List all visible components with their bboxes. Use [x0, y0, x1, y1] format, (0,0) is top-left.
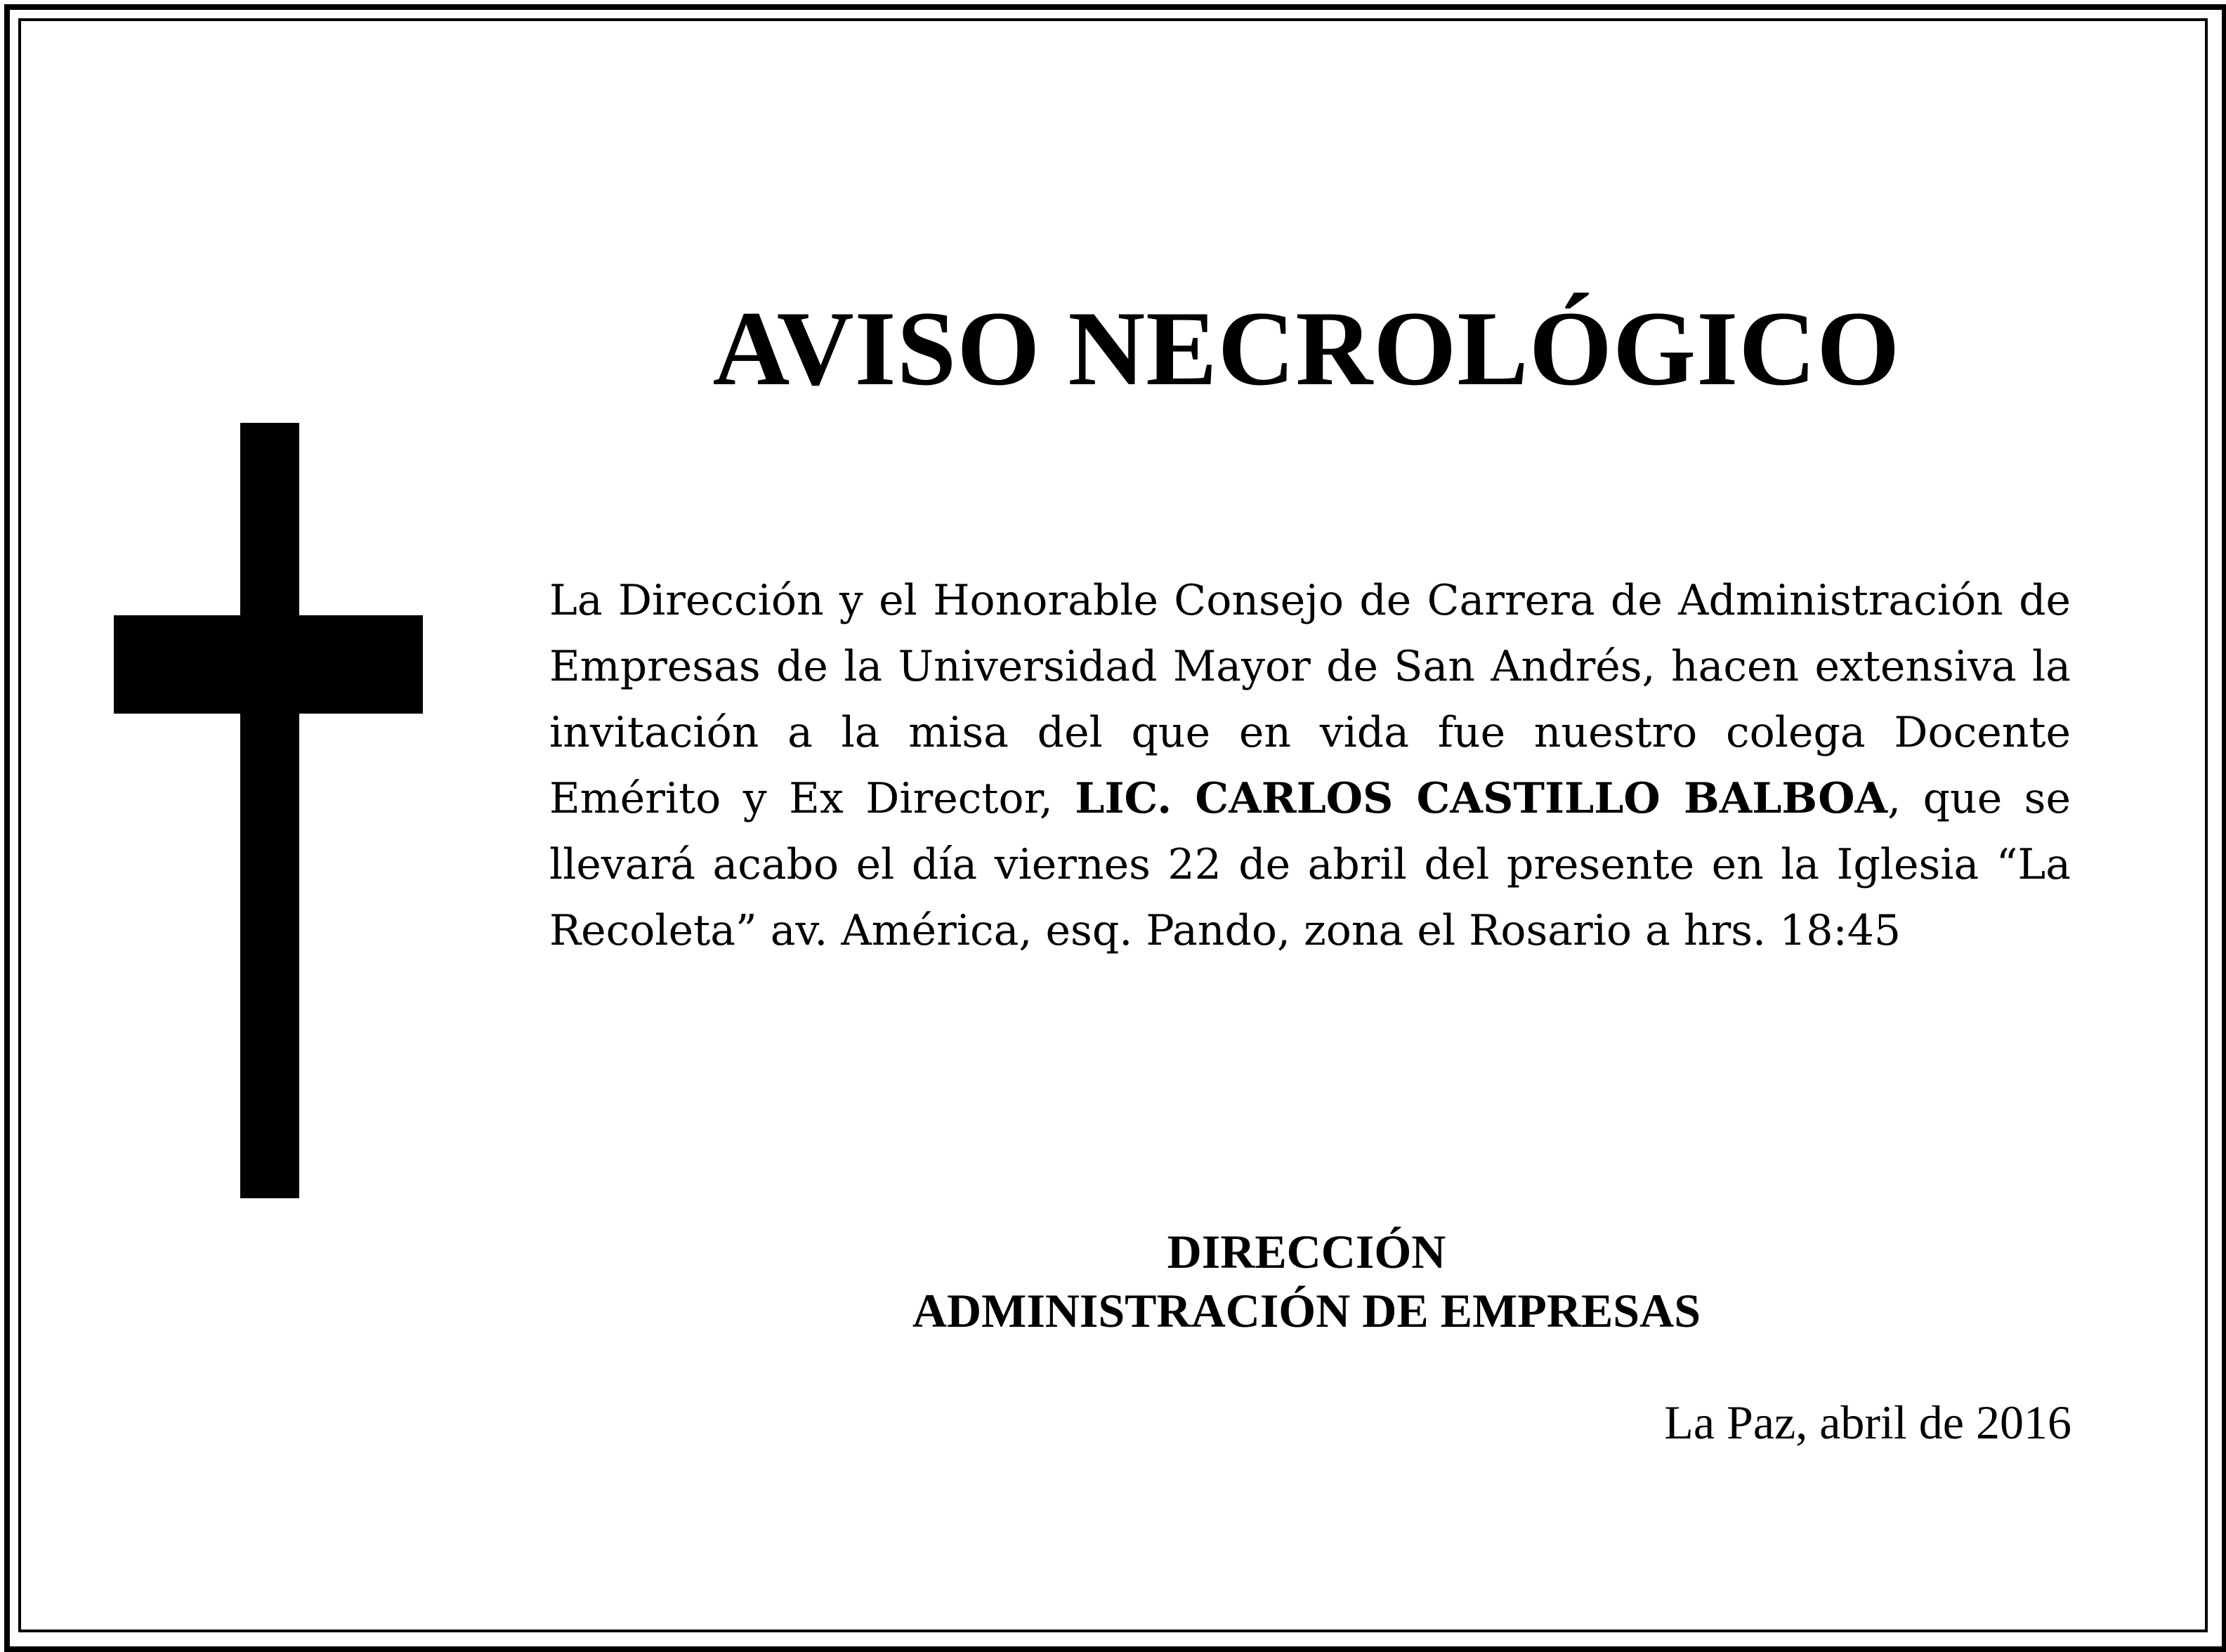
place-date: La Paz, abril de 2016 — [1664, 1396, 2071, 1449]
signature-block — [450, 1222, 2163, 1340]
signature-line-2: ADMINISTRACIÓN DE EMPRESAS — [912, 1284, 1701, 1337]
latin-cross-icon — [114, 423, 423, 1198]
cross-vertical-bar — [240, 423, 299, 1198]
signature-line-1: DIRECCIÓN — [1167, 1225, 1446, 1278]
notice-body-details: , que se llevará acabo el día viernes 22 de abril del presente en la Iglesia “La Recoleta” av. América, esq. Pando, zona el Rosario a hrs. 18:45 — [549, 774, 2071, 955]
notice-body — [549, 568, 2071, 964]
notice-body-intro: La Dirección y el Honorable Consejo de Carrera de Administración de Empresas de la Universidad Mayor de San Andrés, hacen extensiva la invitación a la misa del que en vida fue nuestro colega Docente Emérito y Ex Director, — [549, 576, 2071, 823]
notice-title: AVISO NECROLÓGICO — [712, 289, 1901, 407]
cross-horizontal-bar — [114, 615, 423, 714]
deceased-name: LIC. CARLOS CASTILLO BALBOA — [1075, 774, 1888, 823]
